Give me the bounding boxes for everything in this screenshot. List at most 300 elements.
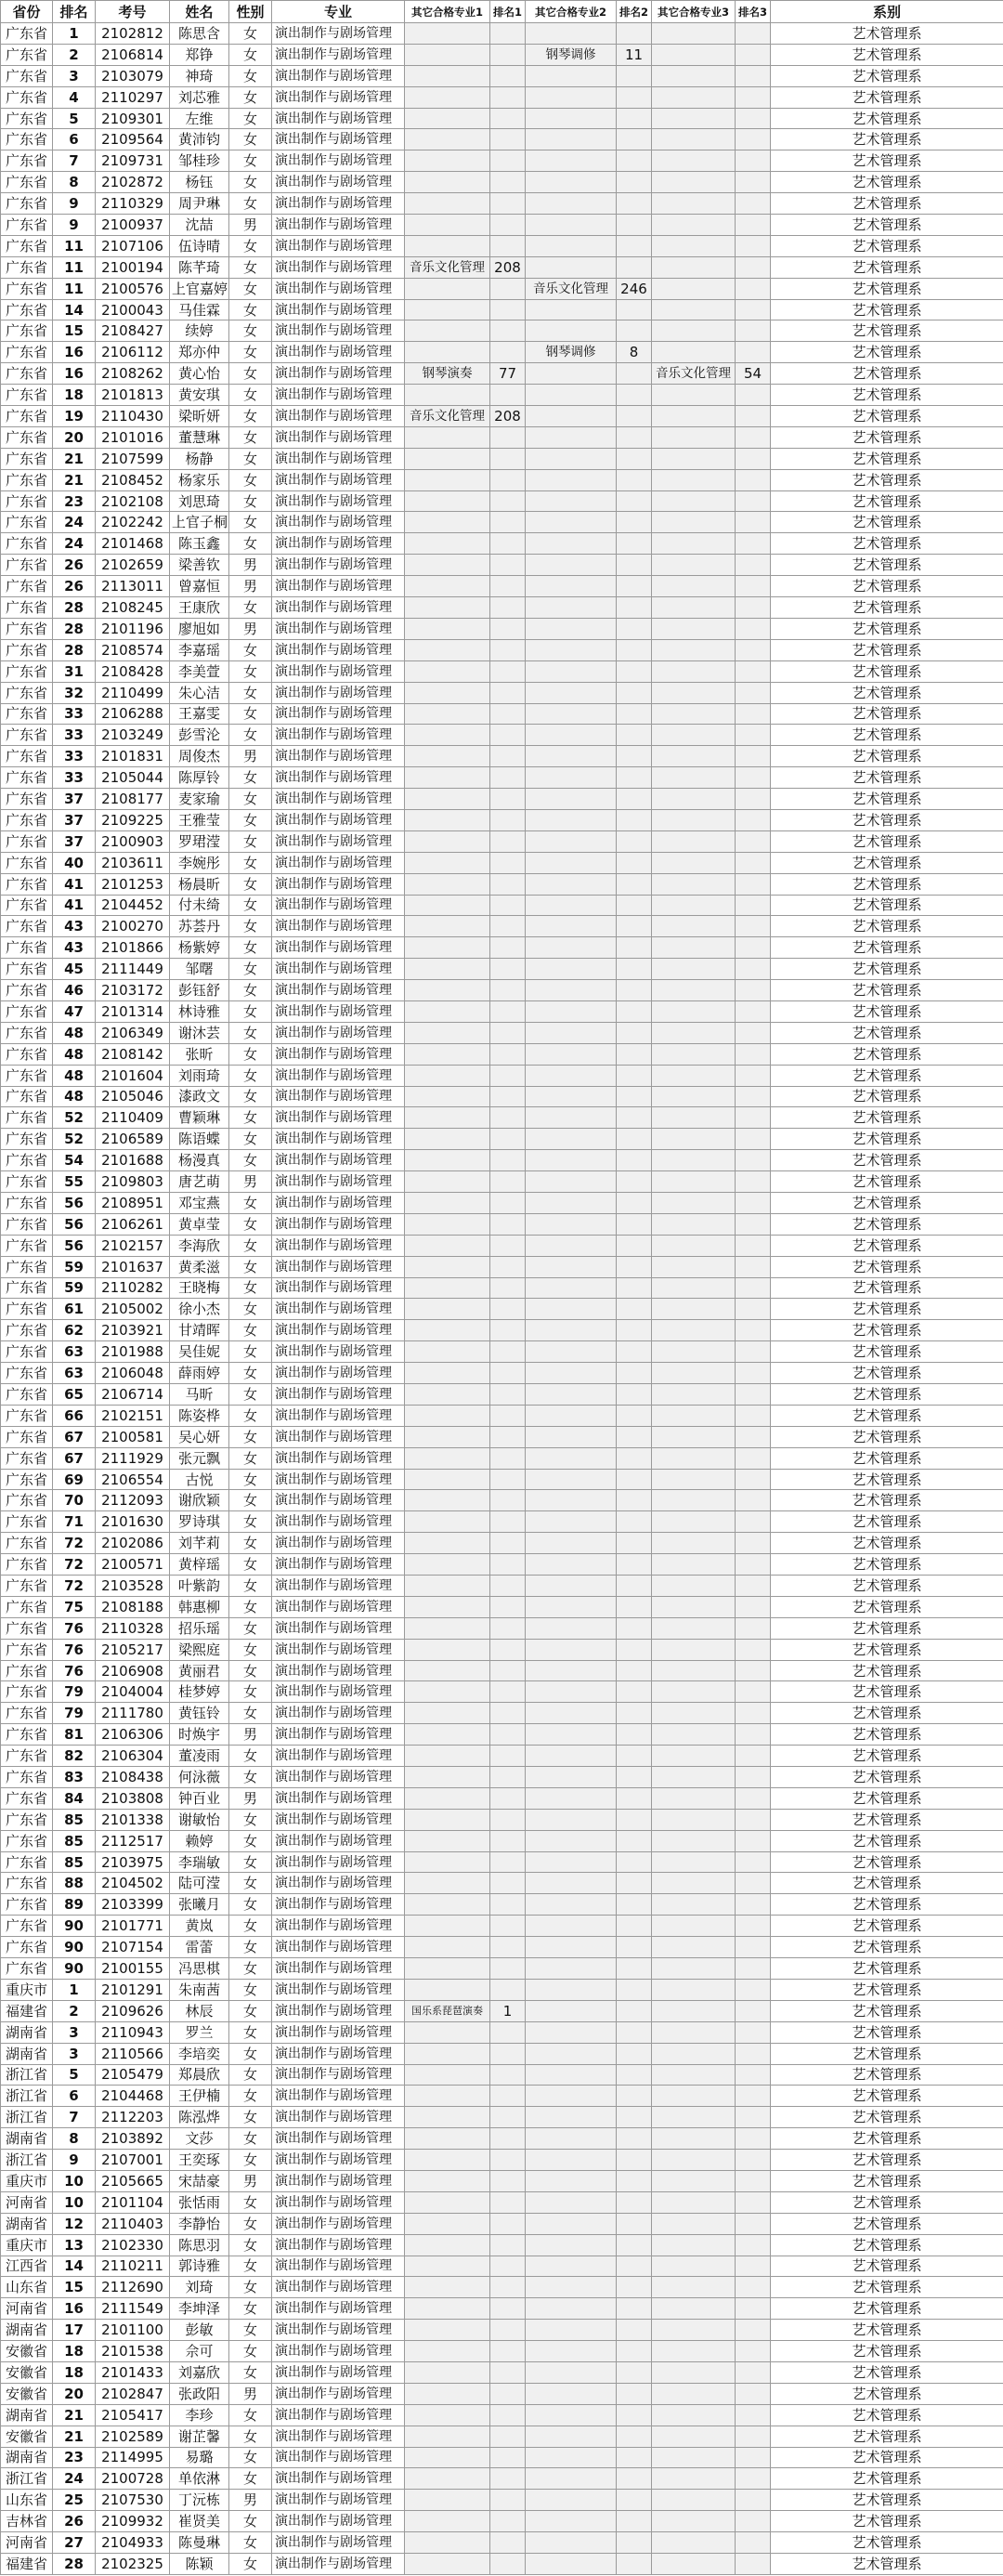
cell-exam-number: 2106554 (96, 1469, 170, 1490)
cell-province: 广东省 (1, 555, 53, 576)
cell-rank-2 (617, 2170, 652, 2191)
cell-other-major-3 (652, 2468, 736, 2490)
cell-rank-2 (617, 1554, 652, 1576)
cell-department: 艺术管理系 (771, 1746, 1003, 1767)
cell-exam-number: 2108428 (96, 660, 170, 682)
cell-major: 演出制作与剧场管理 (272, 895, 405, 916)
cell-exam-number: 2110403 (96, 2213, 170, 2234)
cell-other-major-3 (652, 86, 736, 108)
cell-major: 演出制作与剧场管理 (272, 1235, 405, 1256)
table-row (1, 2170, 1003, 2191)
cell-province: 广东省 (1, 23, 53, 45)
table-row (1, 320, 1003, 342)
cell-rank-3 (736, 576, 771, 597)
cell-rank-2 (617, 2150, 652, 2171)
cell-department: 艺术管理系 (771, 1724, 1003, 1746)
cell-major: 演出制作与剧场管理 (272, 108, 405, 129)
cell-rank: 65 (53, 1384, 96, 1406)
cell-province: 广东省 (1, 426, 53, 448)
cell-rank: 48 (53, 1022, 96, 1043)
cell-other-major-3 (652, 2298, 736, 2320)
cell-other-major-3 (652, 1894, 736, 1916)
cell-other-major-1 (405, 1958, 490, 1980)
cell-rank-1 (490, 2490, 526, 2511)
cell-major: 演出制作与剧场管理 (272, 2468, 405, 2490)
cell-major: 演出制作与剧场管理 (272, 512, 405, 533)
cell-rank-3 (736, 469, 771, 490)
cell-name: 李瑞敏 (170, 1851, 229, 1873)
cell-other-major-2 (526, 2043, 617, 2064)
cell-gender: 女 (229, 2086, 272, 2107)
cell-other-major-2 (526, 1746, 617, 1767)
cell-exam-number: 2101988 (96, 1341, 170, 1363)
cell-rank-2 (617, 193, 652, 215)
cell-rank-2 (617, 2086, 652, 2107)
cell-rank: 26 (53, 576, 96, 597)
cell-other-major-1 (405, 660, 490, 682)
cell-exam-number: 2100903 (96, 830, 170, 852)
cell-name: 董慧琳 (170, 426, 229, 448)
cell-gender: 女 (229, 2404, 272, 2426)
cell-department: 艺术管理系 (771, 725, 1003, 746)
cell-exam-number: 2108188 (96, 1596, 170, 1617)
cell-name: 神琦 (170, 65, 229, 86)
table-row (1, 1277, 1003, 1299)
cell-rank: 18 (53, 2341, 96, 2362)
cell-name: 伍诗晴 (170, 235, 229, 256)
cell-other-major-1 (405, 2021, 490, 2043)
cell-other-major-1 (405, 809, 490, 830)
header-department: 系别 (771, 1, 1003, 23)
cell-province: 广东省 (1, 193, 53, 215)
cell-name: 黄心怡 (170, 363, 229, 385)
cell-rank-3 (736, 1576, 771, 1597)
cell-exam-number: 2101688 (96, 1150, 170, 1171)
cell-name: 黄丽君 (170, 1660, 229, 1681)
cell-other-major-1: 钢琴演奏 (405, 363, 490, 385)
cell-rank-2 (617, 1192, 652, 1213)
table-row (1, 235, 1003, 256)
cell-other-major-3 (652, 660, 736, 682)
cell-rank: 3 (53, 2021, 96, 2043)
cell-rank-2 (617, 1405, 652, 1426)
cell-exam-number: 2101196 (96, 618, 170, 639)
cell-rank-2 (617, 2234, 652, 2256)
cell-exam-number: 2112517 (96, 1830, 170, 1851)
cell-major: 演出制作与剧场管理 (272, 490, 405, 512)
cell-rank: 4 (53, 86, 96, 108)
cell-rank: 45 (53, 959, 96, 980)
cell-gender: 女 (229, 1617, 272, 1639)
cell-rank-1 (490, 809, 526, 830)
cell-rank-2: 11 (617, 44, 652, 65)
cell-other-major-1 (405, 129, 490, 150)
cell-exam-number: 2105044 (96, 767, 170, 789)
table-row (1, 2107, 1003, 2128)
cell-other-major-3 (652, 1043, 736, 1065)
cell-gender: 女 (229, 342, 272, 363)
cell-other-major-1 (405, 2361, 490, 2383)
cell-other-major-1: 音乐文化管理 (405, 256, 490, 278)
cell-rank: 56 (53, 1192, 96, 1213)
cell-rank-3 (736, 1767, 771, 1788)
cell-department: 艺术管理系 (771, 703, 1003, 725)
cell-rank: 37 (53, 789, 96, 810)
cell-rank-2 (617, 1129, 652, 1150)
cell-other-major-3 (652, 1299, 736, 1320)
cell-exam-number: 2110282 (96, 1277, 170, 1299)
cell-other-major-1 (405, 426, 490, 448)
cell-rank-1 (490, 1256, 526, 1277)
cell-rank-3 (736, 555, 771, 576)
cell-rank-1 (490, 2320, 526, 2341)
cell-exam-number: 2103399 (96, 1894, 170, 1916)
cell-rank: 2 (53, 44, 96, 65)
cell-name: 罗兰 (170, 2021, 229, 2043)
cell-other-major-1 (405, 2277, 490, 2298)
cell-gender: 女 (229, 1022, 272, 1043)
cell-department: 艺术管理系 (771, 1830, 1003, 1851)
cell-gender: 女 (229, 1851, 272, 1873)
cell-department: 艺术管理系 (771, 1235, 1003, 1256)
cell-gender: 女 (229, 1384, 272, 1406)
cell-province: 广东省 (1, 873, 53, 895)
cell-gender: 女 (229, 1129, 272, 1150)
cell-department: 艺术管理系 (771, 682, 1003, 703)
cell-gender: 女 (229, 1107, 272, 1129)
cell-other-major-2 (526, 1596, 617, 1617)
cell-rank-3 (736, 1384, 771, 1406)
cell-rank-1 (490, 1979, 526, 2000)
cell-other-major-1 (405, 1192, 490, 1213)
cell-major: 演出制作与剧场管理 (272, 299, 405, 320)
cell-rank: 90 (53, 1916, 96, 1937)
cell-gender: 女 (229, 278, 272, 299)
cell-other-major-2 (526, 1937, 617, 1958)
cell-department: 艺术管理系 (771, 2064, 1003, 2086)
cell-province: 湖南省 (1, 2320, 53, 2341)
cell-exam-number: 2101314 (96, 1000, 170, 1022)
cell-department: 艺术管理系 (771, 363, 1003, 385)
cell-rank-1 (490, 1299, 526, 1320)
cell-other-major-2 (526, 895, 617, 916)
cell-department: 艺术管理系 (771, 597, 1003, 619)
cell-rank-3 (736, 1405, 771, 1426)
cell-province: 广东省 (1, 1851, 53, 1873)
cell-rank-2 (617, 108, 652, 129)
cell-other-major-2 (526, 2298, 617, 2320)
cell-exam-number: 2105002 (96, 1299, 170, 1320)
cell-gender: 女 (229, 2341, 272, 2362)
cell-rank-3 (736, 873, 771, 895)
cell-department: 艺术管理系 (771, 555, 1003, 576)
cell-major: 演出制作与剧场管理 (272, 703, 405, 725)
cell-name: 林诗雅 (170, 1000, 229, 1022)
cell-gender: 女 (229, 512, 272, 533)
cell-name: 赖婷 (170, 1830, 229, 1851)
cell-rank-1 (490, 1384, 526, 1406)
cell-major: 演出制作与剧场管理 (272, 1979, 405, 2000)
cell-rank-2 (617, 1000, 652, 1022)
cell-rank-2 (617, 1511, 652, 1533)
cell-other-major-2 (526, 1447, 617, 1469)
cell-other-major-1 (405, 193, 490, 215)
cell-name: 王雅莹 (170, 809, 229, 830)
table-row (1, 2320, 1003, 2341)
cell-rank: 76 (53, 1660, 96, 1681)
table-row (1, 1447, 1003, 1469)
cell-department: 艺术管理系 (771, 150, 1003, 172)
cell-rank-1: 208 (490, 406, 526, 427)
cell-rank-2 (617, 2447, 652, 2468)
cell-rank-3 (736, 1469, 771, 1490)
cell-other-major-1 (405, 490, 490, 512)
cell-department: 艺术管理系 (771, 1171, 1003, 1193)
cell-rank: 43 (53, 916, 96, 937)
cell-gender: 女 (229, 703, 272, 725)
cell-province: 广东省 (1, 1341, 53, 1363)
cell-major: 演出制作与剧场管理 (272, 406, 405, 427)
cell-rank: 26 (53, 2511, 96, 2532)
cell-major: 演出制作与剧场管理 (272, 618, 405, 639)
cell-other-major-3 (652, 342, 736, 363)
cell-rank-3 (736, 2277, 771, 2298)
cell-department: 艺术管理系 (771, 2341, 1003, 2362)
cell-rank: 46 (53, 980, 96, 1001)
cell-major: 演出制作与剧场管理 (272, 2383, 405, 2404)
cell-other-major-2 (526, 682, 617, 703)
cell-rank: 6 (53, 129, 96, 150)
cell-gender: 男 (229, 618, 272, 639)
cell-rank: 88 (53, 1873, 96, 1894)
table-row (1, 342, 1003, 363)
cell-rank: 89 (53, 1894, 96, 1916)
cell-name: 张曦月 (170, 1894, 229, 1916)
cell-rank-2 (617, 682, 652, 703)
cell-province: 广东省 (1, 512, 53, 533)
table-row (1, 1363, 1003, 1384)
cell-rank-3 (736, 1681, 771, 1703)
cell-other-major-1 (405, 1746, 490, 1767)
cell-major: 演出制作与剧场管理 (272, 1511, 405, 1533)
cell-major: 演出制作与剧场管理 (272, 2021, 405, 2043)
cell-rank-3 (736, 725, 771, 746)
cell-department: 艺术管理系 (771, 2277, 1003, 2298)
table-row (1, 1000, 1003, 1022)
cell-rank-1 (490, 789, 526, 810)
cell-other-major-1 (405, 2170, 490, 2191)
table-row (1, 1703, 1003, 1724)
cell-province: 广东省 (1, 1256, 53, 1277)
cell-other-major-2 (526, 1916, 617, 1937)
cell-rank-2 (617, 980, 652, 1001)
cell-rank: 24 (53, 2468, 96, 2490)
cell-other-major-2 (526, 1787, 617, 1809)
cell-exam-number: 2100571 (96, 1554, 170, 1576)
cell-gender: 女 (229, 2234, 272, 2256)
cell-rank: 8 (53, 2128, 96, 2150)
cell-rank: 14 (53, 299, 96, 320)
cell-major: 演出制作与剧场管理 (272, 1937, 405, 1958)
cell-rank: 54 (53, 1150, 96, 1171)
cell-other-major-1 (405, 2490, 490, 2511)
cell-rank-1 (490, 2383, 526, 2404)
cell-exam-number: 2110409 (96, 1107, 170, 1129)
table-row (1, 533, 1003, 555)
cell-province: 广东省 (1, 1576, 53, 1597)
cell-other-major-1 (405, 1937, 490, 1958)
cell-other-major-2 (526, 1235, 617, 1256)
cell-major: 演出制作与剧场管理 (272, 1213, 405, 1235)
cell-rank: 72 (53, 1533, 96, 1554)
cell-exam-number: 2110430 (96, 406, 170, 427)
cell-department: 艺术管理系 (771, 342, 1003, 363)
cell-exam-number: 2105665 (96, 2170, 170, 2191)
cell-name: 梁昕妍 (170, 406, 229, 427)
cell-other-major-2 (526, 2000, 617, 2021)
cell-rank-3 (736, 1639, 771, 1660)
cell-other-major-1 (405, 1277, 490, 1299)
cell-name: 李坤泽 (170, 2298, 229, 2320)
cell-other-major-1 (405, 1660, 490, 1681)
cell-rank-1 (490, 86, 526, 108)
cell-gender: 女 (229, 1299, 272, 1320)
cell-name: 彭钰舒 (170, 980, 229, 1001)
cell-rank-1 (490, 852, 526, 873)
cell-rank-2 (617, 2213, 652, 2234)
cell-department: 艺术管理系 (771, 1979, 1003, 2000)
cell-other-major-3 (652, 1767, 736, 1788)
cell-rank: 84 (53, 1787, 96, 1809)
cell-rank-3 (736, 2404, 771, 2426)
cell-rank-3 (736, 767, 771, 789)
cell-rank-2 (617, 1639, 652, 1660)
cell-exam-number: 2103249 (96, 725, 170, 746)
cell-rank-1 (490, 1171, 526, 1193)
cell-gender: 女 (229, 1469, 272, 1490)
cell-rank: 1 (53, 23, 96, 45)
cell-gender: 男 (229, 1724, 272, 1746)
cell-rank-2 (617, 576, 652, 597)
cell-other-major-3 (652, 2170, 736, 2191)
cell-gender: 女 (229, 533, 272, 555)
cell-rank-3 (736, 1979, 771, 2000)
cell-name: 郑铮 (170, 44, 229, 65)
cell-rank-3 (736, 2000, 771, 2021)
cell-other-major-3 (652, 320, 736, 342)
cell-other-major-2 (526, 469, 617, 490)
table-row (1, 1256, 1003, 1277)
cell-gender: 女 (229, 1043, 272, 1065)
cell-rank-1 (490, 65, 526, 86)
cell-province: 广东省 (1, 980, 53, 1001)
cell-rank: 72 (53, 1576, 96, 1597)
cell-gender: 女 (229, 1767, 272, 1788)
cell-province: 山东省 (1, 2277, 53, 2298)
header-rank: 排名 (53, 1, 96, 23)
cell-rank-1: 77 (490, 363, 526, 385)
cell-gender: 女 (229, 895, 272, 916)
cell-major: 演出制作与剧场管理 (272, 2107, 405, 2128)
cell-exam-number: 2104468 (96, 2086, 170, 2107)
cell-rank-2 (617, 597, 652, 619)
cell-rank-2 (617, 1809, 652, 1830)
table-row (1, 2043, 1003, 2064)
cell-rank-3 (736, 448, 771, 469)
cell-other-major-2 (526, 320, 617, 342)
cell-gender: 男 (229, 2170, 272, 2191)
cell-gender: 女 (229, 2064, 272, 2086)
cell-other-major-2 (526, 2021, 617, 2043)
table-row (1, 1235, 1003, 1256)
table-row (1, 746, 1003, 767)
table-row (1, 1022, 1003, 1043)
table-row (1, 256, 1003, 278)
cell-other-major-2 (526, 406, 617, 427)
cell-other-major-3 (652, 1341, 736, 1363)
cell-rank: 6 (53, 2086, 96, 2107)
cell-other-major-2 (526, 1469, 617, 1490)
cell-rank-1 (490, 1490, 526, 1511)
cell-exam-number: 2103611 (96, 852, 170, 873)
cell-rank-1 (490, 597, 526, 619)
cell-province: 广东省 (1, 660, 53, 682)
cell-gender: 女 (229, 2361, 272, 2383)
cell-rank-2 (617, 2021, 652, 2043)
cell-rank-3 (736, 1830, 771, 1851)
header-row (1, 1, 1003, 23)
cell-exam-number: 2107001 (96, 2150, 170, 2171)
table-row (1, 2532, 1003, 2554)
cell-rank-1 (490, 2404, 526, 2426)
cell-other-major-1 (405, 1320, 490, 1341)
table-row (1, 682, 1003, 703)
cell-rank-1 (490, 830, 526, 852)
cell-rank-2 (617, 1979, 652, 2000)
table-row (1, 2298, 1003, 2320)
cell-other-major-3 (652, 1000, 736, 1022)
cell-rank-1 (490, 342, 526, 363)
cell-exam-number: 2109932 (96, 2511, 170, 2532)
cell-rank-1 (490, 44, 526, 65)
cell-major: 演出制作与剧场管理 (272, 2000, 405, 2021)
cell-rank-3 (736, 2213, 771, 2234)
cell-department: 艺术管理系 (771, 1851, 1003, 1873)
cell-other-major-2 (526, 2426, 617, 2447)
cell-name: 杨静 (170, 448, 229, 469)
cell-rank-3 (736, 1809, 771, 1830)
cell-name: 陆可滢 (170, 1873, 229, 1894)
cell-other-major-3 (652, 2361, 736, 2383)
table-row (1, 2511, 1003, 2532)
cell-province: 广东省 (1, 1384, 53, 1406)
cell-gender: 女 (229, 873, 272, 895)
cell-major: 演出制作与剧场管理 (272, 1363, 405, 1384)
cell-department: 艺术管理系 (771, 576, 1003, 597)
cell-other-major-2 (526, 1724, 617, 1746)
cell-exam-number: 2101637 (96, 1256, 170, 1277)
cell-rank-1 (490, 2361, 526, 2383)
cell-other-major-2 (526, 1043, 617, 1065)
cell-major: 演出制作与剧场管理 (272, 1256, 405, 1277)
cell-rank-2 (617, 703, 652, 725)
table-row (1, 1617, 1003, 1639)
cell-other-major-1 (405, 789, 490, 810)
cell-gender: 女 (229, 1256, 272, 1277)
cell-department: 艺术管理系 (771, 129, 1003, 150)
cell-other-major-1 (405, 1363, 490, 1384)
cell-rank-2 (617, 1873, 652, 1894)
